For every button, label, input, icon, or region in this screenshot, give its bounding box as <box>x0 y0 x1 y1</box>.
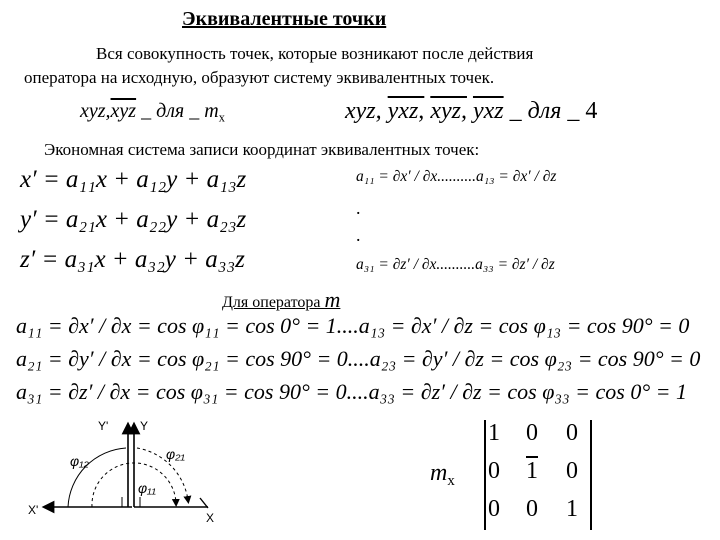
intro-line-2: оператора на исходную, образуют систему эквивалентных точек. <box>24 68 495 87</box>
axes-diagram <box>0 408 250 540</box>
coef-row-3: a₃₁ = ∂z′ / ∂x = cos φ₃₁ = cos 90° = 0....a₃₃ = ∂z′ / ∂z = cos φ₃₃ = cos 0° = 1 <box>16 379 687 404</box>
dlya-label: _ для _ <box>141 100 200 122</box>
axis-order: 4 <box>585 98 598 124</box>
matrix-label <box>430 460 455 490</box>
label-phi11: φ₁₁ <box>138 480 156 496</box>
point-xyz: xyz, <box>80 100 111 122</box>
equation-z: z′ = a₃₁x + a₃₂y + a₃₃z <box>20 246 245 273</box>
operator-m-sub: x <box>218 110 225 125</box>
operator-caption-text: Для оператора <box>222 294 321 311</box>
point-set-4 <box>345 98 597 125</box>
equation-y: y′ = a₂₁x + a₂₂y + a₂₃z <box>20 206 247 233</box>
partials-row-3: a₃₁ = ∂z′ / ∂x..........a₃₃ = ∂z′ / ∂z <box>356 256 555 273</box>
matrix-right-bar <box>590 420 592 530</box>
economy-text: Экономная система записи координат эквивалентных точек: <box>44 140 480 159</box>
operator-caption-symbol: m <box>324 287 341 312</box>
partials-row-1: a₁₁ = ∂x′ / ∂x..........a₁₃ = ∂x′ / ∂z <box>356 168 557 185</box>
point-2: yxz, <box>387 98 425 124</box>
matrix-left-bar <box>484 420 486 530</box>
matrix-cell: 0 <box>566 458 578 484</box>
intro-line-1: Вся совокупность точек, которые возникают после действия <box>96 44 534 63</box>
matrix-cell: 1 <box>566 496 578 522</box>
matrix-cell: 0 <box>488 458 500 484</box>
operator-m: m <box>204 100 219 122</box>
matrix-cell: 0 <box>488 496 500 522</box>
point-xbar-yz: $\overline{xyz}$ <box>110 100 137 122</box>
label-y: Y <box>140 419 149 433</box>
partials-dot-1: . <box>356 198 361 218</box>
dlya-label-2: _ для _ <box>509 98 580 124</box>
matrix-label-m: m <box>430 460 448 486</box>
point-4: $\overline{yxz}$ <box>472 98 504 124</box>
matrix-grid <box>488 420 588 530</box>
equation-x: x′ = a₁₁x + a₁₂y + a₁₃z <box>20 166 247 193</box>
coef-row-2: a₂₁ = ∂y′ / ∂x = cos φ₂₁ = cos 90° = 0....a₂₃ = ∂y′ / ∂z = cos φ₂₃ = cos 90° = 0 <box>16 346 701 371</box>
label-y-prime: Y' <box>98 419 109 433</box>
label-phi21: φ₂₁ <box>166 446 185 462</box>
point-set-mx <box>80 100 225 125</box>
operator-caption <box>222 287 340 313</box>
label-phi12: φ₁₂ <box>70 453 89 469</box>
page-title: Эквивалентные точки <box>182 8 387 30</box>
matrix-cell: 1 <box>526 458 538 484</box>
point-1: xyz, <box>345 98 382 124</box>
matrix-cell: 1 <box>488 420 500 446</box>
label-x-prime: X' <box>28 503 39 517</box>
coef-row-1: a₁₁ = ∂x′ / ∂x = cos φ₁₁ = cos 0° = 1....a₁₃ = ∂x′ / ∂z = cos φ₁₃ = cos 90° = 0 <box>16 313 690 338</box>
matrix-cell: 0 <box>566 420 578 446</box>
label-x: X <box>206 511 215 525</box>
matrix-label-sub: x <box>447 473 455 490</box>
matrix-cell: 0 <box>526 420 538 446</box>
point-3: xyz, <box>430 98 467 124</box>
partials-dot-2: . <box>356 225 361 245</box>
matrix-cell: 0 <box>526 496 538 522</box>
